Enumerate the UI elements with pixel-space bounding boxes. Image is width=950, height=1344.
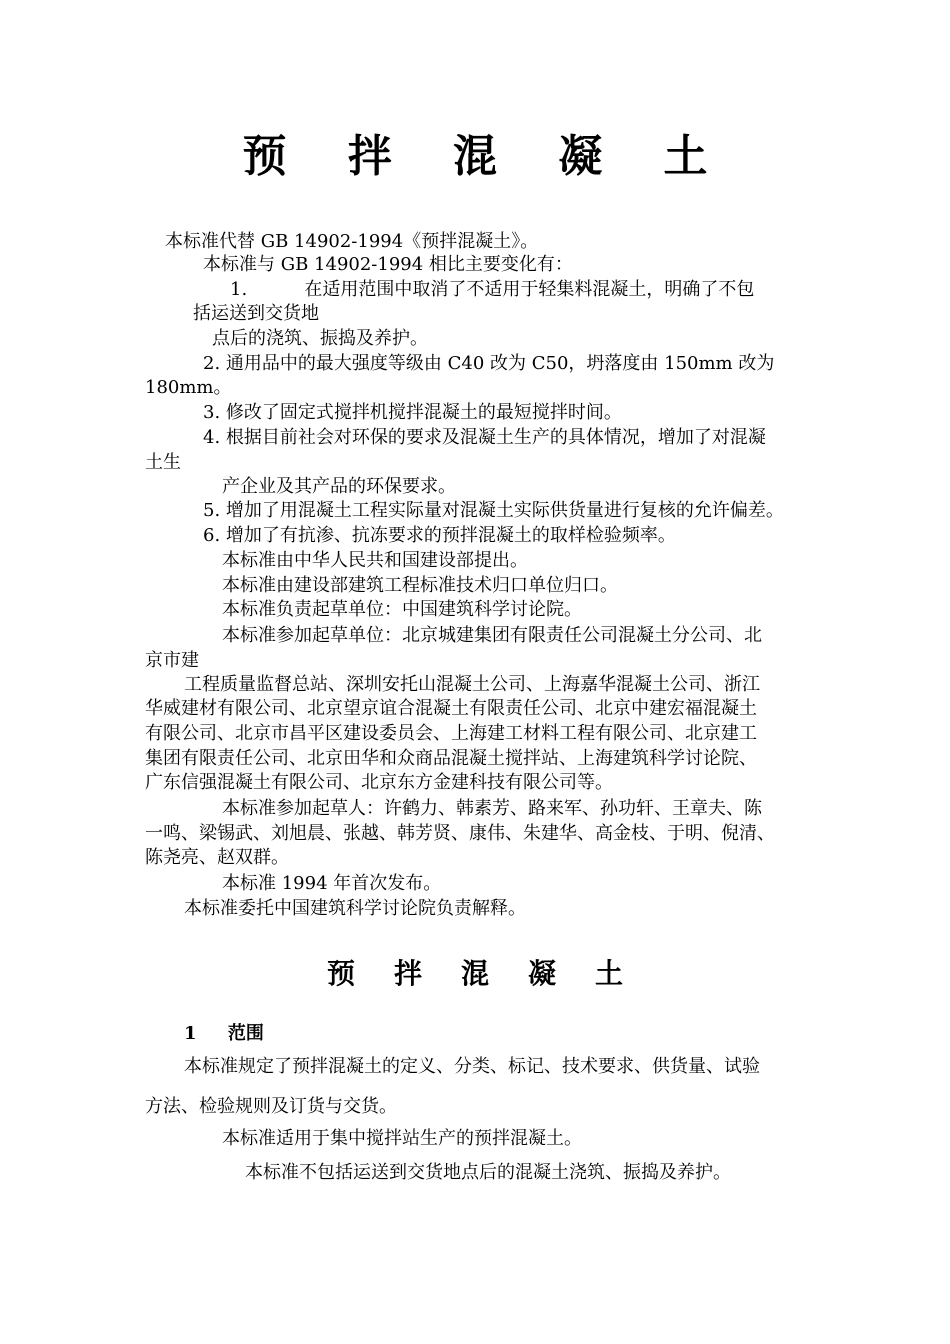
section-line: 本标准规定了预拌混凝土的定义、分类、标记、技术要求、供货量、试验 xyxy=(184,1056,760,1077)
foreword-line: 华威建材有限公司、北京望京谊合混凝土有限责任公司、北京中建宏福混凝土 xyxy=(145,698,757,719)
foreword-line: 4. 根据目前社会对环保的要求及混凝土生产的具体情况，增加了对混凝 xyxy=(203,427,766,448)
section-line: 方法、检验规则及订货与交货。 xyxy=(145,1096,397,1117)
foreword-line: 点后的浇筑、振捣及养护。 xyxy=(212,328,428,349)
foreword-line: 一鸣、梁锡武、刘旭晨、张越、韩芳贤、康伟、朱建华、高金枝、于明、倪清、 xyxy=(145,823,775,844)
foreword-line: 陈尧亮、赵双群。 xyxy=(145,847,289,868)
foreword-line: 有限公司、北京市昌平区建设委员会、上海建工材料工程有限公司、北京建工 xyxy=(145,723,757,744)
foreword-line: 产企业及其产品的环保要求。 xyxy=(222,476,456,497)
foreword-line: 本标准 1994 年首次发布。 xyxy=(222,873,442,894)
foreword-line: 本标准委托中国建筑科学讨论院负责解释。 xyxy=(184,898,526,919)
section-line: 本标准不包括运送到交货地点后的混凝土浇筑、振捣及养护。 xyxy=(245,1162,731,1183)
foreword-line: 180mm。 xyxy=(145,377,232,398)
foreword-line: 集团有限责任公司、北京田华和众商品混凝土搅拌站、上海建筑科学讨论院、 xyxy=(145,748,757,769)
section-heading: 1 范围 xyxy=(184,1023,264,1044)
document-title: 预 拌 混 凝 土 xyxy=(242,131,708,182)
foreword-line: 本标准代替 GB 14902-1994《预拌混凝土》。 xyxy=(165,231,539,252)
foreword-line: 括运送到交货地 xyxy=(193,303,319,324)
foreword-line: 2. 通用品中的最大强度等级由 C40 改为 C50，坍落度由 150mm 改为 xyxy=(203,353,775,374)
foreword-line: 本标准由建设部建筑工程标准技术归口单位归口。 xyxy=(222,575,618,596)
foreword-line: 本标准与 GB 14902-1994 相比主要变化有： xyxy=(203,254,573,275)
foreword-line: 本标准参加起草人：许鹤力、韩素芳、路来军、孙功轩、王章夫、陈 xyxy=(222,798,762,819)
foreword-line: 1. 在适用范围中取消了不适用于轻集料混凝土，明确了不包 xyxy=(230,279,755,300)
foreword-line: 京市建 xyxy=(145,650,199,671)
foreword-line: 土生 xyxy=(145,452,181,473)
section-line: 本标准适用于集中搅拌站生产的预拌混凝土。 xyxy=(222,1128,582,1149)
standard-title: 预 拌 混 凝 土 xyxy=(327,957,623,990)
foreword-line: 6. 增加了有抗渗、抗冻要求的预拌混凝土的取样检验频率。 xyxy=(203,525,676,546)
foreword-line: 广东信强混凝土有限公司、北京东方金建科技有限公司等。 xyxy=(145,772,613,793)
foreword-line: 本标准负责起草单位：中国建筑科学讨论院。 xyxy=(222,599,582,620)
foreword-line: 5. 增加了用混凝土工程实际量对混凝土实际供货量进行复核的允许偏差。 xyxy=(203,500,784,521)
foreword-line: 本标准参加起草单位：北京城建集团有限责任公司混凝土分公司、北 xyxy=(222,625,762,646)
foreword-line: 本标准由中华人民共和国建设部提出。 xyxy=(222,550,528,571)
foreword-line: 3. 修改了固定式搅拌机搅拌混凝土的最短搅拌时间。 xyxy=(203,402,622,423)
foreword-line: 工程质量监督总站、深圳安托山混凝土公司、上海嘉华混凝土公司、浙江 xyxy=(184,674,760,695)
